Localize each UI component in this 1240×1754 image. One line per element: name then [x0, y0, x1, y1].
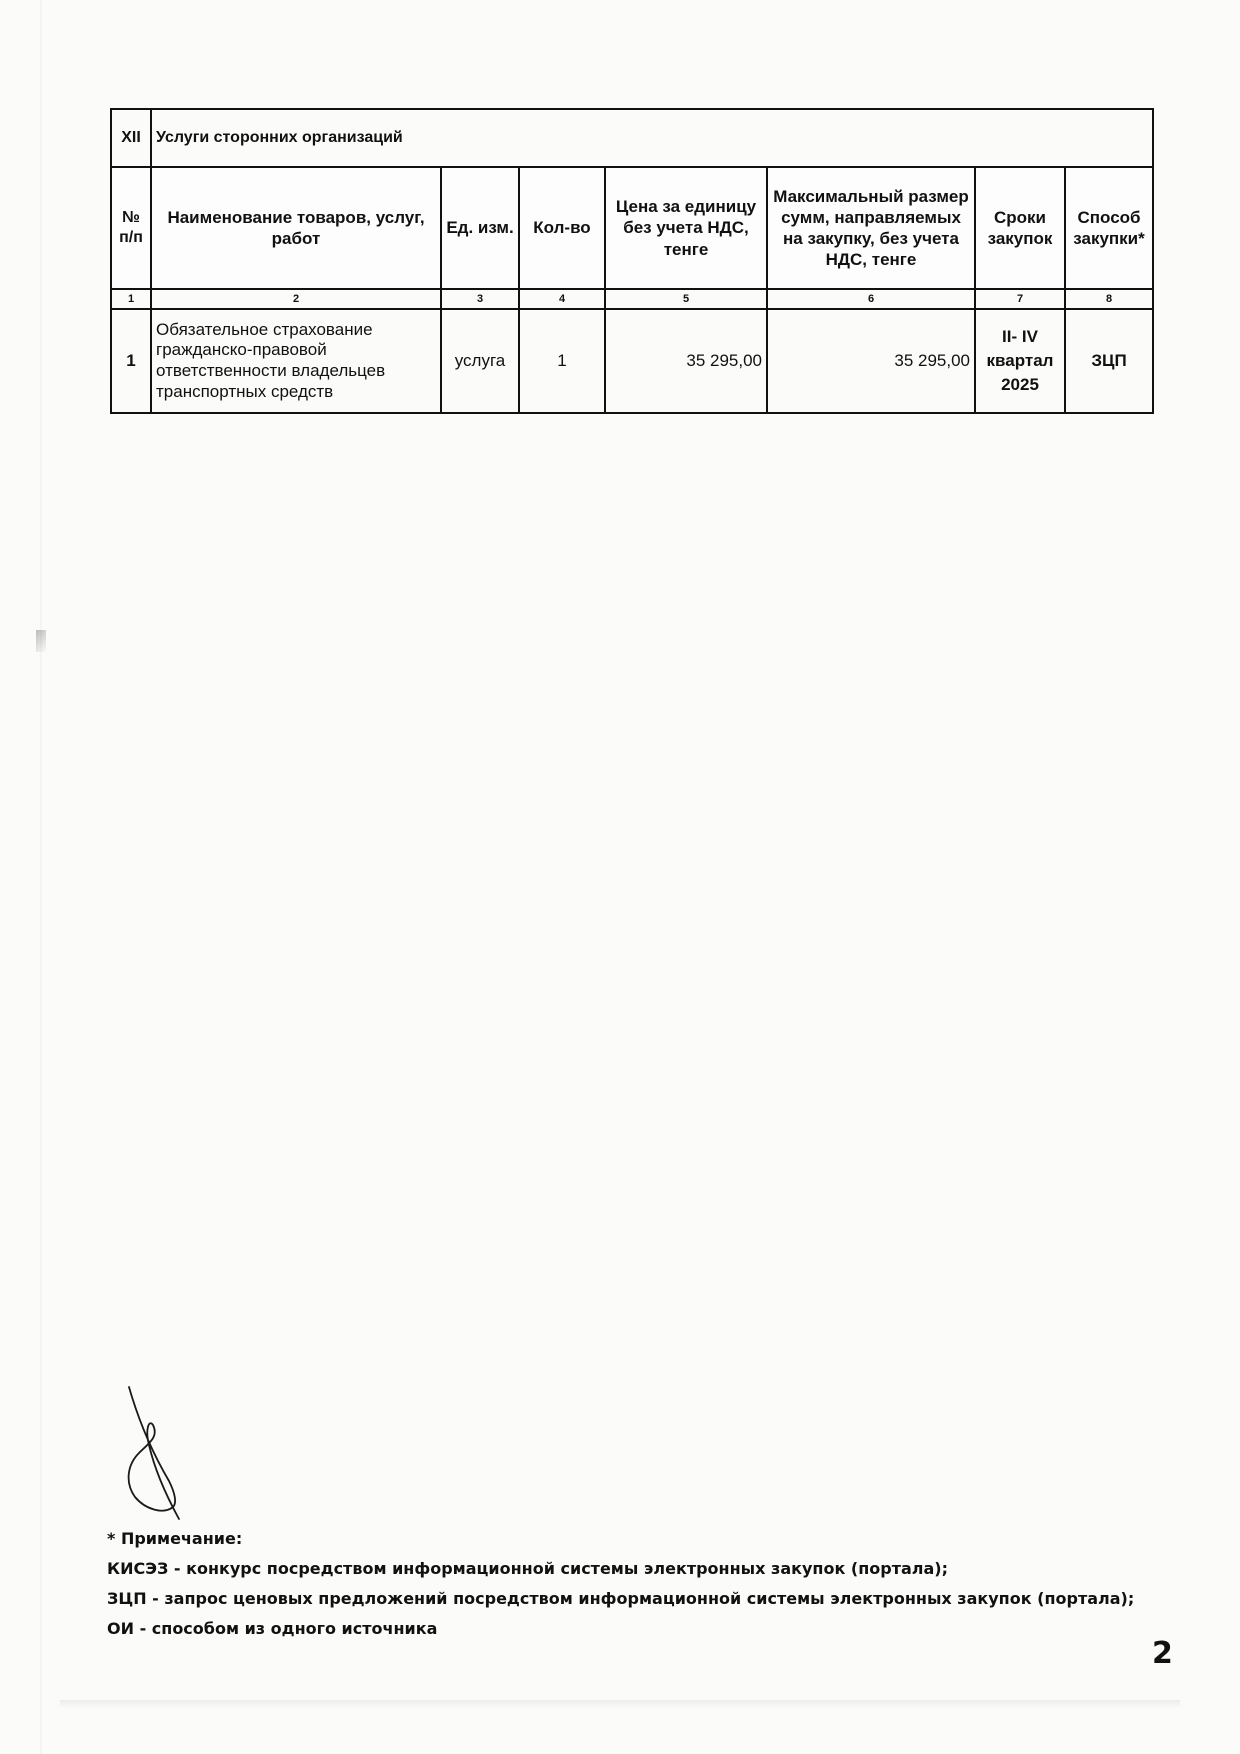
- header-name: Наименование товаров, услуг, работ: [151, 167, 441, 289]
- note-line: КИСЭЗ - конкурс посредством информационной системы электронных закупок (портала);: [107, 1559, 948, 1578]
- notes-block: [107, 1524, 1147, 1644]
- procurement-table: [110, 108, 1154, 414]
- scan-mark: [36, 630, 46, 652]
- column-numbers-row: [111, 289, 1153, 309]
- header-row: [111, 167, 1153, 289]
- header-period: Сроки закупок: [975, 167, 1065, 289]
- column-number: 6: [767, 289, 975, 309]
- table-row: [111, 309, 1153, 413]
- row-qty: 1: [519, 309, 605, 413]
- column-number: 1: [111, 289, 151, 309]
- note-line: ОИ - способом из одного источника: [107, 1619, 438, 1638]
- header-unit: Ед. изм.: [441, 167, 519, 289]
- row-period: [975, 309, 1065, 413]
- section-title: Услуги сторонних организаций: [151, 109, 1153, 167]
- column-number: 3: [441, 289, 519, 309]
- page-number: 2: [1152, 1636, 1173, 1671]
- section-number: XII: [111, 109, 151, 167]
- column-number: 8: [1065, 289, 1153, 309]
- row-method: ЗЦП: [1065, 309, 1153, 413]
- row-unit: услуга: [441, 309, 519, 413]
- column-number: 4: [519, 289, 605, 309]
- header-method: Способ закупки*: [1065, 167, 1153, 289]
- page-bottom-shadow: [60, 1700, 1180, 1708]
- column-number: 2: [151, 289, 441, 309]
- row-name: Обязательное страхование гражданско-правовой ответственности владельцев транспортных средств: [151, 309, 441, 413]
- header-num: № п/п: [111, 167, 151, 289]
- header-qty: Кол-во: [519, 167, 605, 289]
- row-max-sum: 35 295,00: [767, 309, 975, 413]
- period-year: 2025: [1001, 374, 1039, 394]
- header-price: Цена за единицу без учета НДС, тенге: [605, 167, 767, 289]
- column-number: 7: [975, 289, 1065, 309]
- column-number: 5: [605, 289, 767, 309]
- page-edge-shadow: [40, 0, 43, 1754]
- row-num: 1: [111, 309, 151, 413]
- period-word: квартал: [986, 351, 1054, 371]
- section-row: [111, 109, 1153, 167]
- note-line: ЗЦП - запрос ценовых предложений посредством информационной системы электронных закупок (портала);: [107, 1589, 1135, 1608]
- notes-title: * Примечание:: [107, 1529, 243, 1548]
- header-max-sum: Максимальный размер сумм, направляемых на закупку, без учета НДС, тенге: [767, 167, 975, 289]
- period-quarters: II- IV: [1002, 327, 1038, 347]
- row-price: 35 295,00: [605, 309, 767, 413]
- signature: [115, 1385, 205, 1520]
